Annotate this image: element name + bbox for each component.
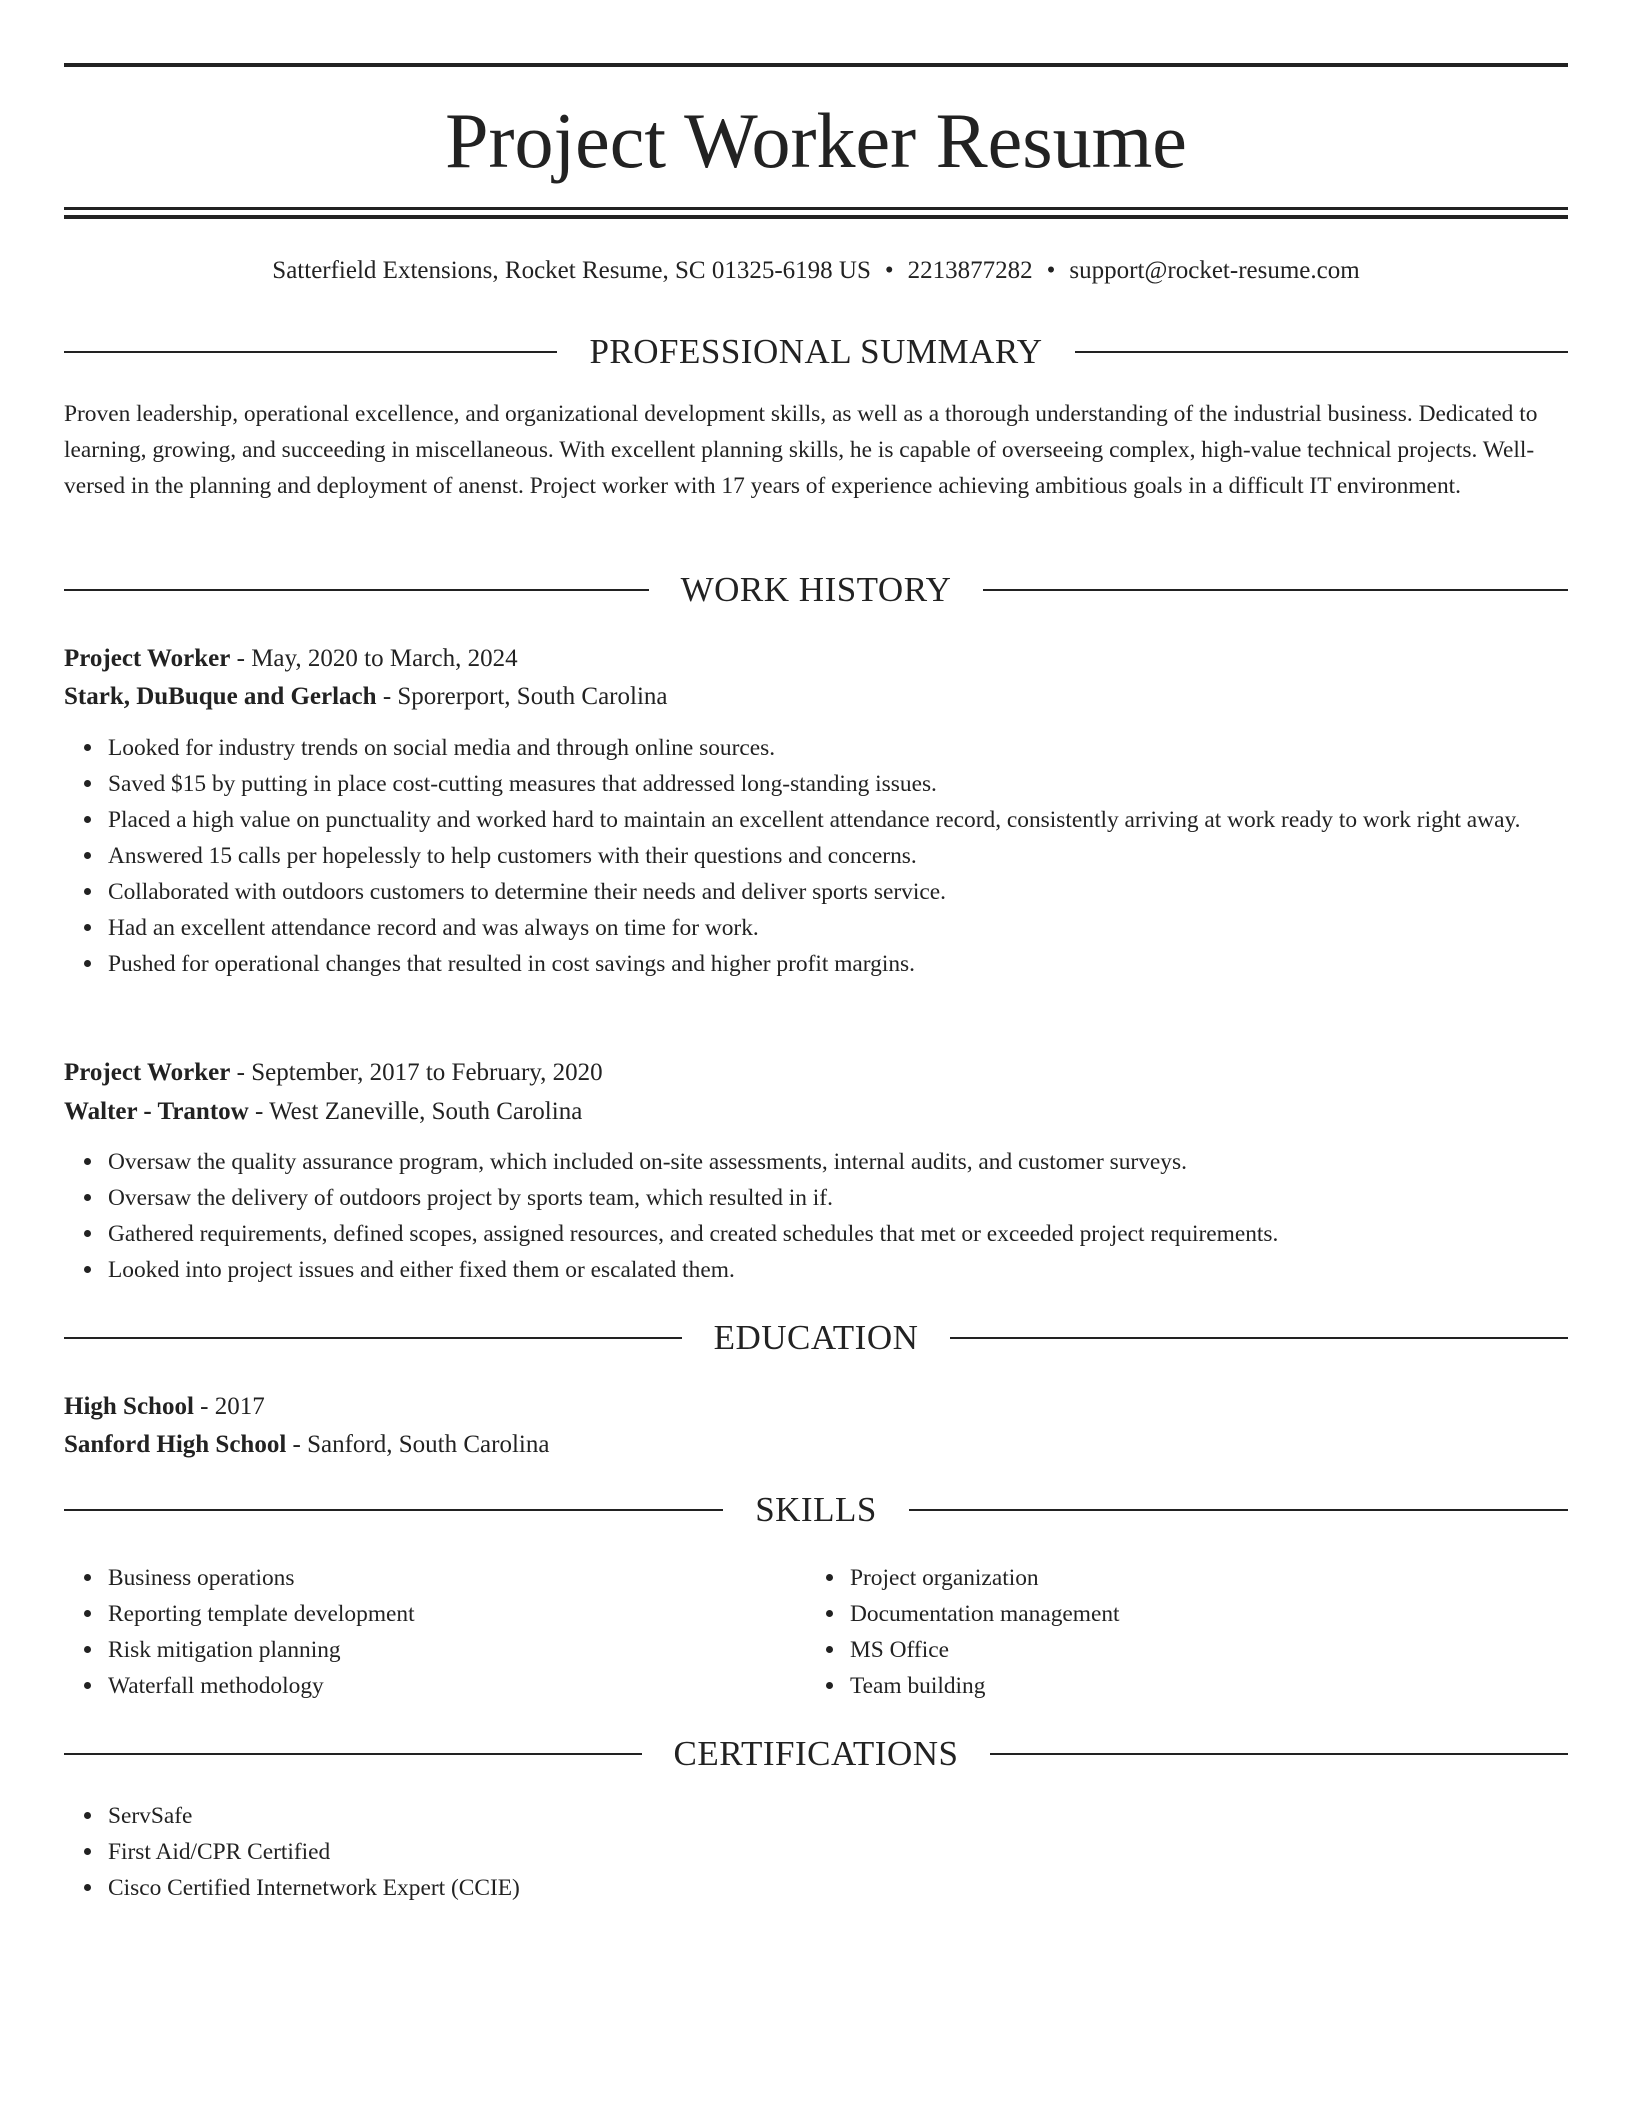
skill-item: Project organization	[850, 1560, 1632, 1596]
education-degree-line	[64, 1388, 1568, 1426]
skill-item: MS Office	[850, 1632, 1632, 1668]
education-degree: High School	[64, 1393, 194, 1420]
skill-item: Team building	[850, 1668, 1632, 1704]
certification-item: ServSafe	[108, 1798, 1568, 1834]
title-rule-upper	[64, 207, 1568, 210]
job-dates: - May, 2020 to March, 2024	[230, 645, 518, 672]
job-location: - West Zaneville, South Carolina	[248, 1098, 583, 1125]
job-title: Project Worker	[64, 645, 231, 672]
heading-rule	[64, 1509, 723, 1511]
contact-separator: •	[1046, 257, 1056, 284]
education-heading-label: EDUCATION	[713, 1318, 919, 1357]
certification-item: Cisco Certified Internetwork Expert (CCIE)	[108, 1870, 1568, 1906]
summary-heading-label: PROFESSIONAL SUMMARY	[589, 332, 1043, 371]
job-employer: Walter - Trantow	[64, 1098, 249, 1125]
contact-email: support@rocket-resume.com	[1069, 257, 1360, 284]
heading-rule	[64, 351, 557, 353]
skills-list-right	[806, 1560, 1632, 1704]
title-rule-lower	[64, 215, 1568, 219]
list-item: Pushed for operational changes that resulted in cost savings and higher profit margins.	[108, 946, 1568, 982]
skill-item: Business operations	[108, 1560, 1568, 1596]
contact-separator: •	[884, 257, 894, 284]
education-location: - Sanford, South Carolina	[286, 1431, 550, 1458]
heading-rule	[64, 1753, 642, 1755]
education-year: - 2017	[193, 1393, 265, 1420]
education-heading	[64, 1316, 1568, 1360]
skills-heading	[64, 1488, 1568, 1532]
heading-rule	[909, 1509, 1568, 1511]
summary-heading	[64, 330, 1568, 374]
work-history-heading	[64, 568, 1568, 612]
skill-item: Reporting template development	[108, 1596, 1568, 1632]
job-bullets	[64, 1144, 1568, 1288]
certifications-heading	[64, 1732, 1568, 1776]
contact-address: Satterfield Extensions, Rocket Resume, SC 01325-6198 US	[272, 257, 871, 284]
list-item: Oversaw the quality assurance program, which included on-site assessments, internal audits, and customer surveys.	[108, 1144, 1568, 1180]
job-dates: - September, 2017 to February, 2020	[230, 1059, 603, 1086]
skill-item: Waterfall methodology	[108, 1668, 1568, 1704]
job-title-line	[64, 640, 1568, 678]
skills-heading-label: SKILLS	[755, 1490, 877, 1529]
certification-item: First Aid/CPR Certified	[108, 1834, 1568, 1870]
list-item: Looked for industry trends on social media and through online sources.	[108, 730, 1568, 766]
list-item: Looked into project issues and either fixed them or escalated them.	[108, 1252, 1568, 1288]
job-bullets	[64, 730, 1568, 982]
contact-line	[64, 253, 1568, 289]
work-history-heading-label: WORK HISTORY	[680, 570, 952, 609]
list-item: Answered 15 calls per hopelessly to help customers with their questions and concerns.	[108, 838, 1568, 874]
education-school: Sanford High School	[64, 1431, 287, 1458]
heading-rule	[990, 1753, 1568, 1755]
job-employer: Stark, DuBuque and Gerlach	[64, 683, 377, 710]
list-item: Collaborated with outdoors customers to determine their needs and deliver sports service.	[108, 874, 1568, 910]
job-employer-line	[64, 678, 1568, 716]
certifications-heading-label: CERTIFICATIONS	[673, 1734, 959, 1773]
job-location: - Sporerport, South Carolina	[376, 683, 668, 710]
heading-rule	[64, 589, 649, 591]
skill-item: Risk mitigation planning	[108, 1632, 1568, 1668]
heading-rule	[950, 1337, 1568, 1339]
heading-rule	[64, 1337, 682, 1339]
list-item: Gathered requirements, defined scopes, assigned resources, and created schedules that met or exceeded project requirements.	[108, 1216, 1568, 1252]
top-rule	[64, 63, 1568, 67]
certifications-list	[64, 1798, 1568, 1906]
list-item: Had an excellent attendance record and was always on time for work.	[108, 910, 1568, 946]
job-title: Project Worker	[64, 1059, 231, 1086]
heading-rule	[1075, 351, 1568, 353]
resume-title: Project Worker Resume	[445, 97, 1187, 184]
heading-rule	[983, 589, 1568, 591]
list-item: Oversaw the delivery of outdoors project by sports team, which resulted in if.	[108, 1180, 1568, 1216]
summary-text: Proven leadership, operational excellence, and organizational development skills, as well as a thorough understanding of the industrial business. Dedicated to learning, growing, and succeeding in miscellaneous. With excellent planning skills, he is capable of overseeing complex, high-value technical projects. Well-versed in the planning and deployment of anenst. Project worker with 17 years of experience achieving ambitious goals in a difficult IT environment.	[64, 401, 1538, 499]
skill-item: Documentation management	[850, 1596, 1632, 1632]
education-school-line	[64, 1426, 1568, 1464]
contact-phone: 2213877282	[907, 257, 1033, 284]
job-employer-line	[64, 1093, 1568, 1131]
list-item: Placed a high value on punctuality and worked hard to maintain an excellent attendance record, consistently arriving at work ready to work right away.	[108, 802, 1568, 838]
list-item: Saved $15 by putting in place cost-cutting measures that addressed long-standing issues.	[108, 766, 1568, 802]
job-title-line	[64, 1054, 1568, 1092]
